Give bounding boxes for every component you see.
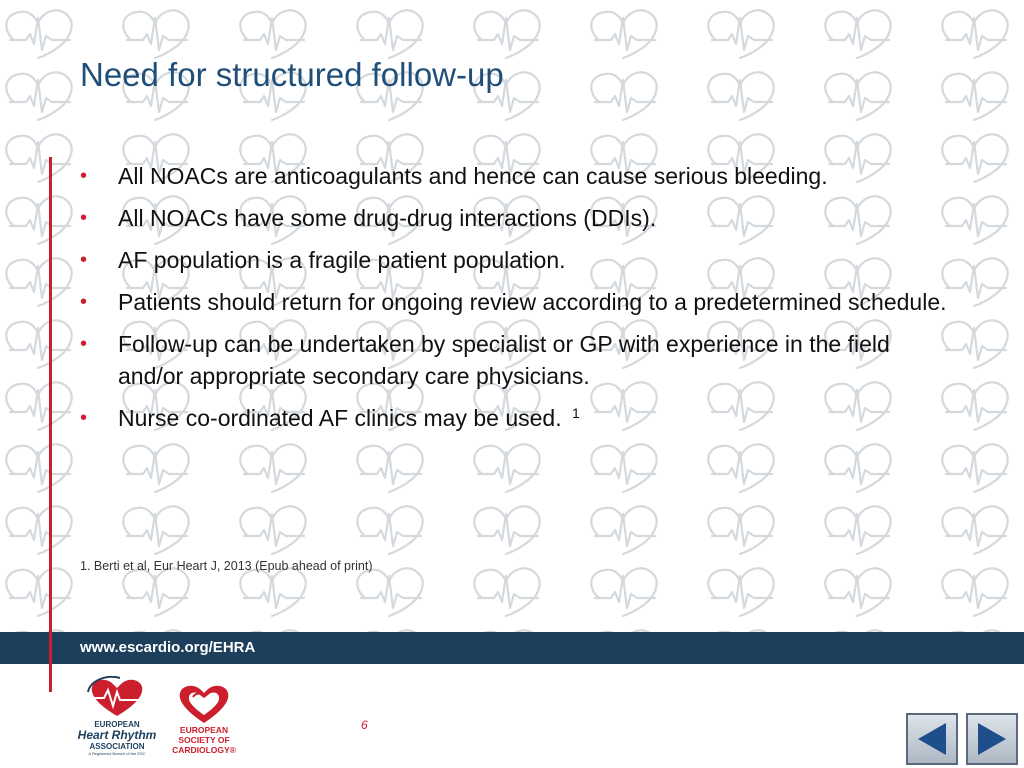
bullet-item	[80, 286, 950, 318]
bullet-text: AF population is a fragile patient population.	[118, 247, 566, 273]
bullet-text: Follow-up can be undertaken by specialist or GP with experience in the field and/or appropriate secondary care physicians.	[118, 331, 890, 389]
bullet-text: Patients should return for ongoing review according to a predetermined schedule.	[118, 289, 947, 315]
next-slide-button[interactable]	[966, 713, 1018, 765]
esc-logo-line3: CARDIOLOGY®	[172, 745, 236, 755]
bullet-dot-icon: •	[80, 207, 88, 229]
footer-url-link[interactable]: www.escardio.org/EHRA	[80, 639, 256, 656]
bullet-item	[80, 202, 950, 234]
triangle-left-icon	[908, 715, 956, 763]
ehra-heart-icon	[86, 676, 148, 720]
bullet-dot-icon: •	[80, 291, 88, 313]
ehra-logo-line3: ASSOCIATION	[89, 742, 145, 751]
previous-slide-button[interactable]	[906, 713, 958, 765]
bullet-dot-icon: •	[80, 249, 88, 271]
esc-logo-line1: EUROPEAN	[179, 725, 229, 735]
bullet-item	[80, 402, 950, 434]
bullet-item	[80, 244, 950, 276]
bullet-text: Nurse co-ordinated AF clinics may be used.	[118, 405, 562, 431]
page-number: 6	[361, 718, 368, 732]
ehra-logo-tagline: A Registered Branch of the ESC	[88, 751, 146, 756]
footer-band	[0, 632, 1024, 664]
esc-logo-line2: SOCIETY OF	[178, 735, 230, 745]
red-vertical-rule	[49, 157, 52, 692]
esc-heart-icon	[176, 683, 232, 725]
bullet-item	[80, 328, 950, 392]
slide-title: Need for structured follow-up	[80, 56, 504, 93]
bullet-list	[80, 160, 950, 444]
ehra-logo-line1: EUROPEAN	[94, 720, 140, 729]
bullet-text: All NOACs have some drug-drug interactions (DDIs).	[118, 205, 657, 231]
footnote: 1. Berti et al, Eur Heart J, 2013 (Epub ahead of print)	[80, 559, 373, 573]
esc-logo	[168, 683, 240, 765]
reference-marker: 1	[571, 405, 580, 421]
ehra-logo-line2: Heart Rhythm	[77, 728, 157, 742]
bullet-dot-icon: •	[80, 407, 88, 429]
bullet-item	[80, 160, 950, 192]
bullet-dot-icon: •	[80, 165, 88, 187]
bullet-text: All NOACs are anticoagulants and hence can cause serious bleeding.	[118, 163, 828, 189]
triangle-right-icon	[968, 715, 1016, 763]
bullet-dot-icon: •	[80, 333, 88, 355]
ehra-logo	[76, 676, 158, 764]
